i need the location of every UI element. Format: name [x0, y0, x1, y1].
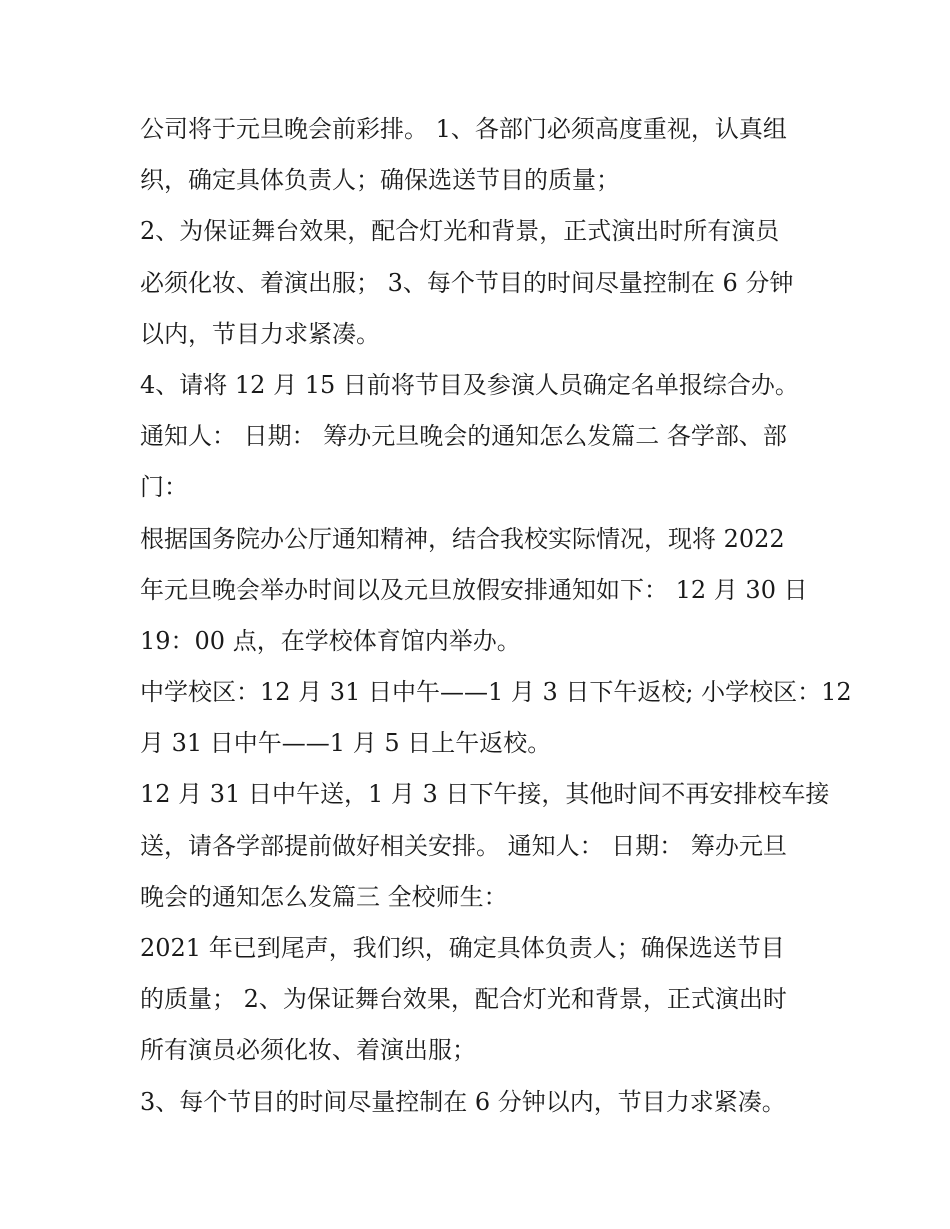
text-line: 门： — [140, 473, 188, 502]
text-line: 送，请各学部提前做好相关安排。 通知人： 日期： 筹办元旦 — [140, 831, 787, 860]
text-line: 所有演员必须化妆、着演出服； — [140, 1036, 476, 1065]
text-line: 12 月 31 日中午送，1 月 3 日下午接，其他时间不再安排校车接 — [140, 780, 830, 809]
text-line: 3、每个节目的时间尽量控制在 6 分钟以内，节目力求紧凑。 — [140, 1087, 786, 1116]
text-line: 4、请将 12 月 15 日前将节目及参演人员确定名单报综合办。 — [140, 370, 799, 399]
text-line: 必须化妆、着演出服； 3、每个节目的时间尽量控制在 6 分钟 — [140, 268, 794, 297]
text-line: 中学校区：12 月 31 日中午——1 月 3 日下午返校; 小学校区：12 — [140, 678, 852, 707]
text-line: 2021 年已到尾声，我们织，确定具体负责人；确保选送节目 — [140, 934, 785, 962]
text-line: 晚会的通知怎么发篇三 全校师生： — [140, 882, 508, 911]
document-body — [140, 104, 852, 1128]
text-line: 织，确定具体负责人；确保选送节目的质量； — [140, 166, 620, 195]
text-line: 月 31 日中午——1 月 5 日上午返校。 — [140, 729, 552, 758]
text-line: 19：00 点，在学校体育馆内举办。 — [140, 626, 521, 655]
text-line: 2、为保证舞台效果，配合灯光和背景，正式演出时所有演员 — [140, 217, 780, 246]
text-line: 的质量； 2、为保证舞台效果，配合灯光和背景，正式演出时 — [140, 985, 787, 1014]
text-line: 以内，节目力求紧凑。 — [140, 319, 380, 348]
text-line: 年元旦晚会举办时间以及元旦放假安排通知如下： 12 月 30 日 — [140, 575, 808, 604]
text-line: 通知人： 日期： 筹办元旦晚会的通知怎么发篇二 各学部、部 — [140, 422, 787, 451]
text-line: 根据国务院办公厅通知精神，结合我校实际情况，现将 2022 — [140, 524, 785, 553]
text-line: 公司将于元旦晚会前彩排。 1、各部门必须高度重视，认真组 — [140, 115, 787, 143]
